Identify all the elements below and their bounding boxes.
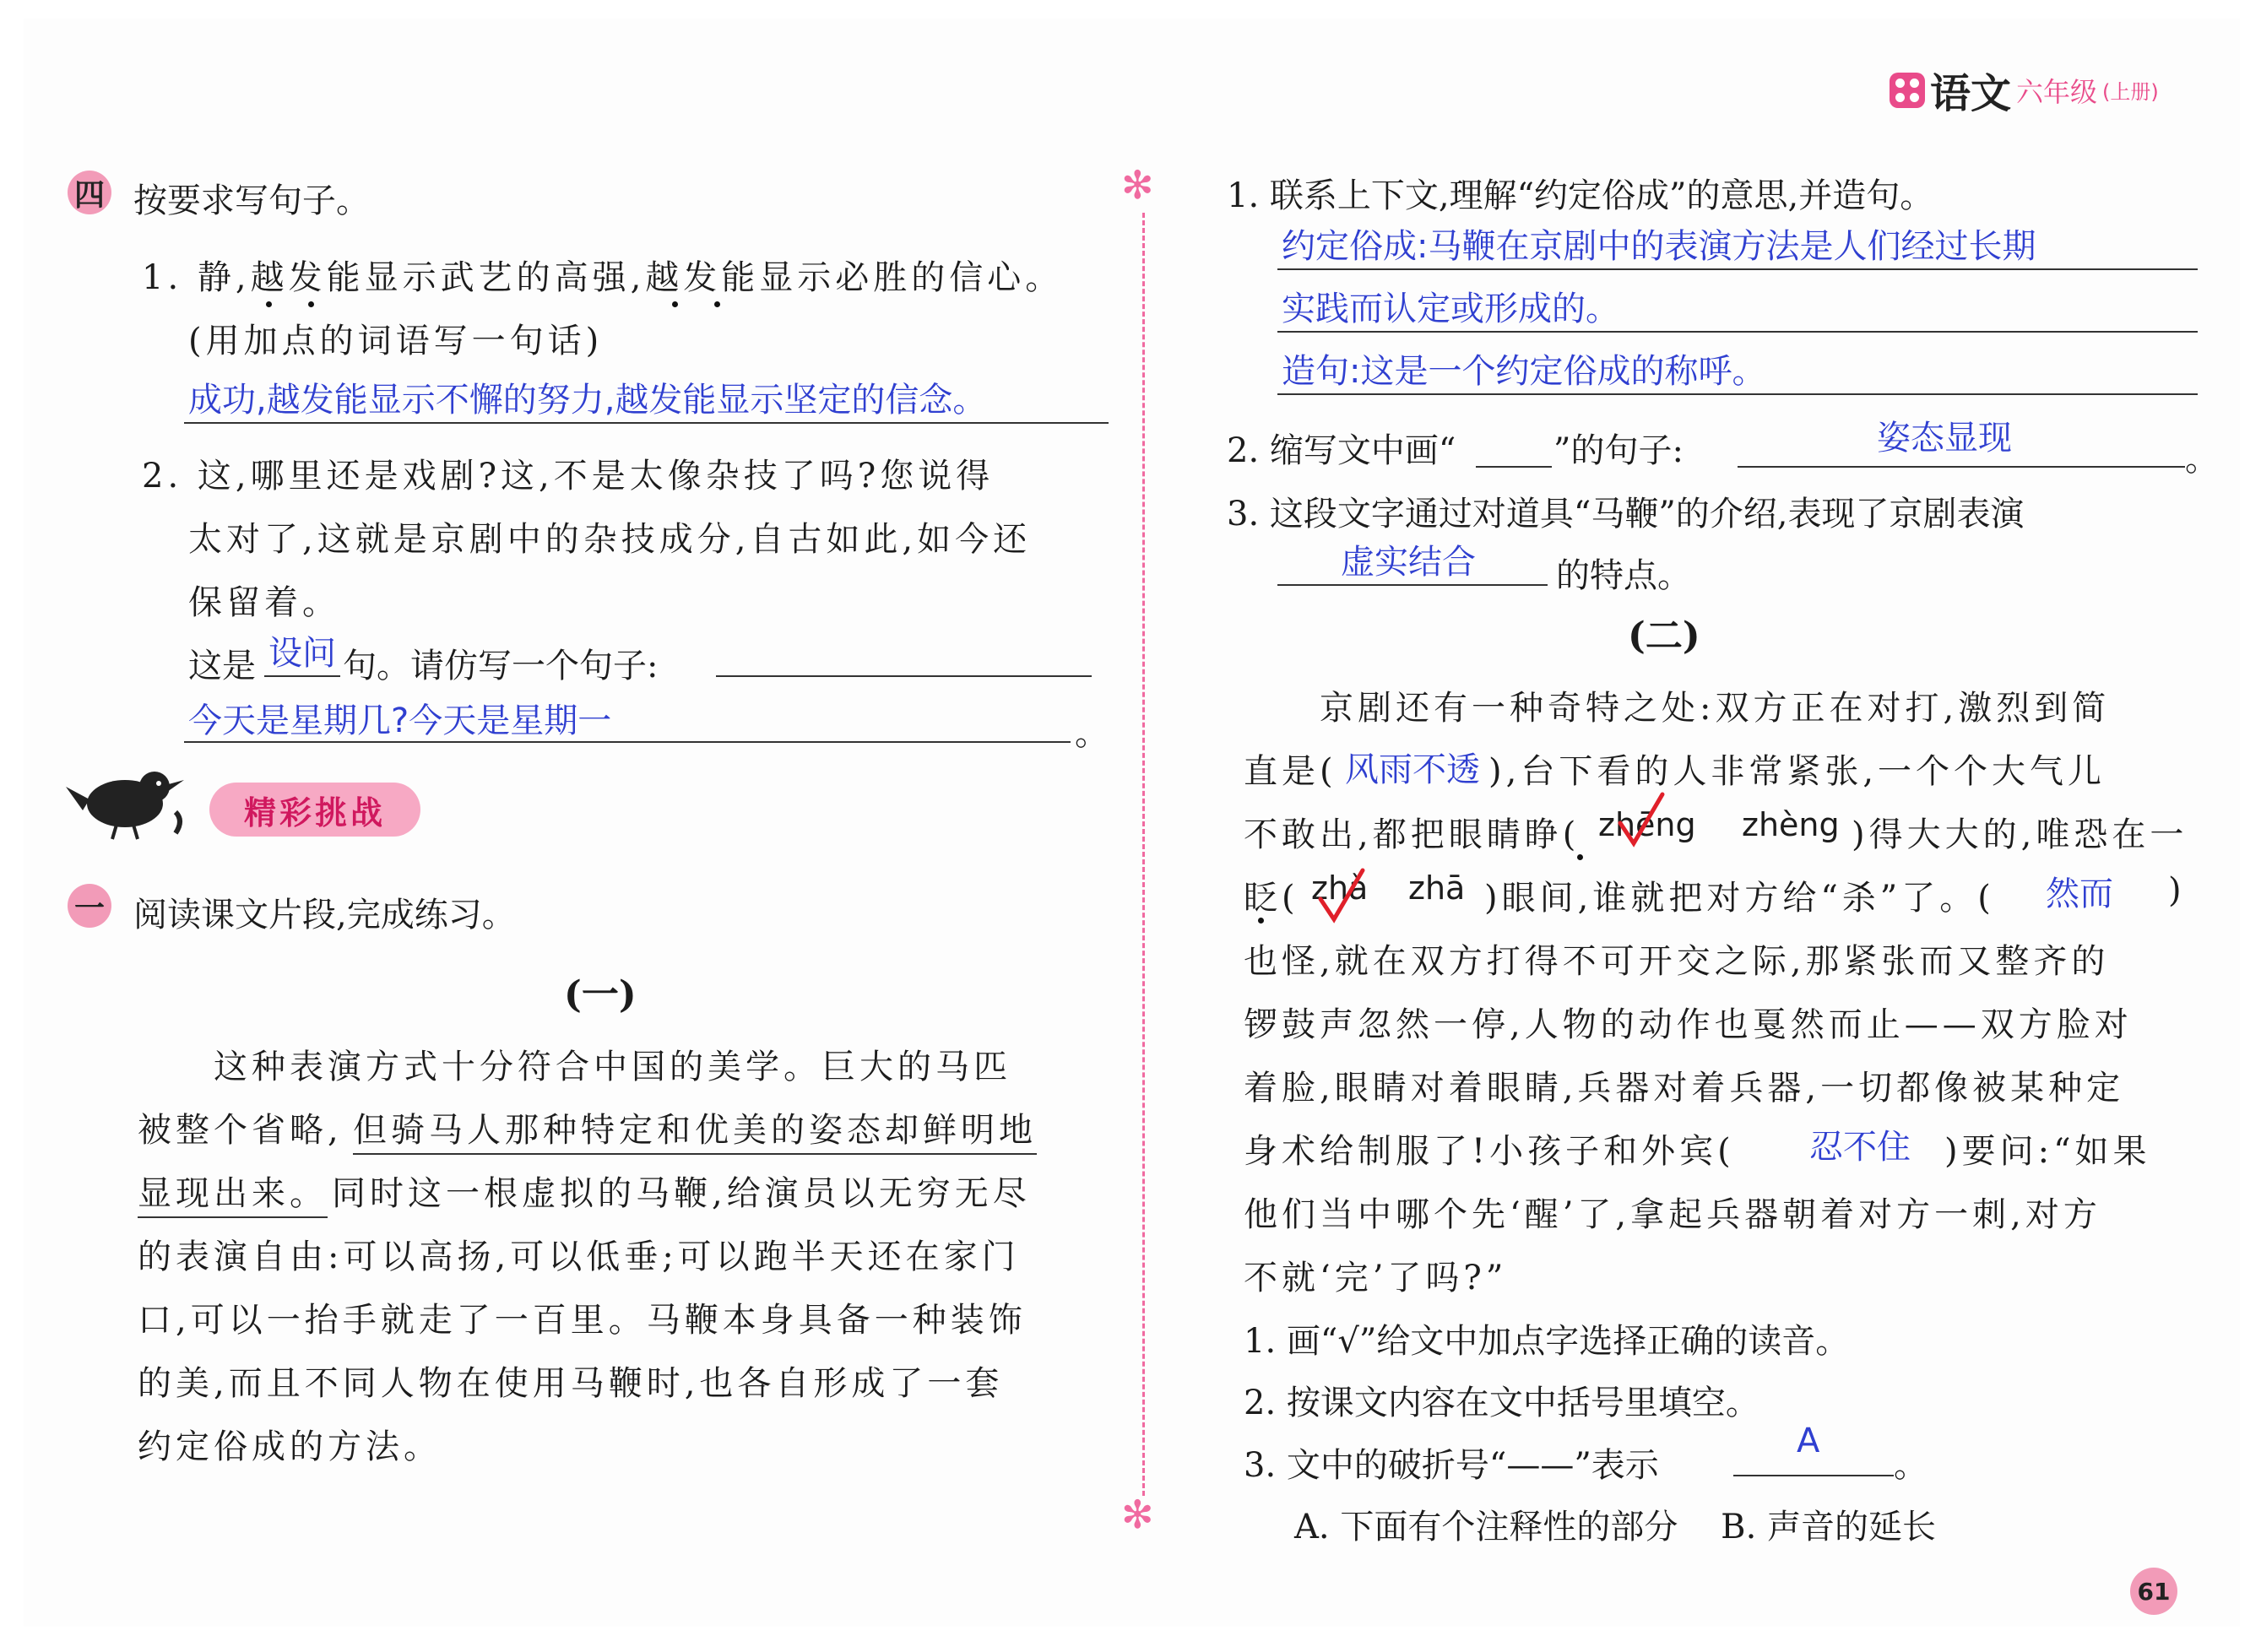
handwritten-answer: 今天是星期几?今天是星期一 [188,701,612,740]
pinyin-option: zhēng [1598,806,1696,843]
part-title: (二) [1628,615,1700,658]
passage-line: 他们当中哪个先‘醒’了,拿起兵器朝着对方一刺,对方 [1244,1195,2101,1234]
page-number-badge [2130,1568,2177,1615]
passage-line: 的美,而且不同人物在使用马鞭时,也各自形成了一套 [138,1364,1004,1403]
header [1890,61,2159,119]
handwritten-answer: 风雨不透 [1345,750,1480,789]
handwritten-answer: 设问 [268,634,336,673]
bird-icon [66,761,192,842]
answer-line [1277,331,2198,333]
challenge-label: 精彩挑战 [243,794,386,831]
passage-line: 同时这一根虚拟的马鞭,给演员以无穷无尽 [332,1174,1031,1213]
volume-label: (上册) [2102,80,2159,104]
question-text: 2. 缩写文中画“ [1227,431,1456,470]
question-text: (用加点的词语写一句话) [188,322,604,360]
answer-blank [1476,466,1552,468]
passage-line: 身术给制服了!小孩子和外宾( [1244,1132,1735,1171]
question-text: 2. 这,哪里还是戏剧?这,不是太像杂技了吗?您说得 [142,457,995,496]
emphasis-dot [1577,854,1583,860]
passage-line: 不敢出,都把眼睛睁( [1244,815,1581,854]
star-icon: ✻ [1121,1492,1154,1537]
answer-line [1738,466,2185,468]
grade-label: 六年级 [2016,75,2098,108]
page-number: 61 [2137,1577,2171,1606]
section-title: 阅读课文片段,完成练习。 [133,896,516,934]
handwritten-answer: 姿态显现 [1877,419,2012,458]
passage-line: 这种表演方式十分符合中国的美学。巨大的马匹 [214,1048,1011,1086]
section-badge-4: 四 [68,171,111,214]
emphasis-dot [672,301,678,307]
question-text: 的特点。 [1556,556,1691,595]
passage-line: )要问:“如果 [1944,1132,2151,1171]
section-badge-1: 一 [68,884,111,928]
question-text: ”的句子: [1553,431,1684,470]
answer-blank [1733,1475,1894,1476]
question-text: 太对了,这就是京剧中的杂技成分,自古如此,如今还 [188,520,1032,559]
passage-line: ) [2168,871,2186,910]
handwritten-answer: 约定俗成:马鞭在京剧中的表演方法是人们经过长期 [1282,227,2036,266]
question-text: 1. 画“√”给文中加点字选择正确的读音。 [1244,1322,1850,1361]
answer-line [1277,584,1548,586]
question-text: 3. 这段文字通过对道具“马鞭”的介绍,表现了京剧表演 [1227,495,2025,534]
underlined-sentence: 显现出来。 [138,1167,328,1218]
passage-line: 约定俗成的方法。 [138,1427,442,1466]
handwritten-answer: 实践而认定或形成的。 [1282,290,1619,328]
passage-line: 被整个省略, [138,1111,343,1150]
pinyin-option: zhǎ [1311,869,1369,907]
emphasis-dot [714,301,720,307]
handwritten-answer: 成功,越发能显示不懈的努力,越发能显示坚定的信念。 [188,381,987,420]
check-mark-icon [1315,867,1366,926]
passage-line: 眨( [1244,879,1299,918]
center-divider [1142,213,1145,1496]
underlined-sentence: 但骑马人那种特定和优美的姿态却鲜明地 [353,1103,1037,1155]
question-text: 1. 静,越发能显示武艺的高强,越发能显示必胜的信心。 [142,258,1064,297]
question-text: 保留着。 [188,583,340,622]
answer-line [1277,393,2198,395]
question-text: 1. 联系上下文,理解“约定俗成”的意思,并造句。 [1227,176,1934,215]
answer-line [1277,268,2198,270]
answer-options: A. 下面有个注释性的部分 B. 声音的延长 [1294,1508,1936,1546]
passage-line: )得大大的,唯恐在一 [1852,815,2188,854]
question-prompt: 句。请仿写一个句子: [343,647,659,685]
answer-line [716,675,1092,677]
passage-line: 不就‘完’了吗?” [1244,1259,1508,1297]
handwritten-answer: 虚实结合 [1341,543,1476,582]
period: 。 [1075,714,1109,753]
passage-line: 直是( [1244,752,1337,791]
passage-line: 着脸,眼睛对着眼睛,兵器对着兵器,一切都像被某种定 [1244,1069,2125,1108]
passage-line: 京剧还有一种奇特之处:双方正在对打,激烈到简 [1320,689,2111,728]
flower-icon [1890,73,1925,108]
passage-line: ),台下看的人非常紧张,一个个大气儿 [1488,752,2106,791]
check-mark-icon [1615,791,1666,850]
passage-line: 也怪,就在双方打得不可开交之际,那紧张而又整齐的 [1244,942,2110,981]
subject-title: 语文 [1930,70,2012,117]
answer-line [184,422,1109,424]
section-title: 按要求写句子。 [133,181,370,220]
period: 。 [1894,1446,1928,1485]
passage-line: 锣鼓声忽然一停,人物的动作也戛然而止——双方脸对 [1244,1005,2133,1044]
emphasis-dot [1258,918,1264,923]
answer-line [184,741,1071,743]
part-title: (一) [564,973,637,1016]
emphasis-dot [308,301,314,307]
emphasis-dot [266,301,272,307]
pinyin-option: zhèng [1742,806,1840,843]
handwritten-answer: 造句:这是一个约定俗成的称呼。 [1282,352,1766,391]
question-text: 3. 文中的破折号“——”表示 [1244,1446,1659,1485]
star-icon: ✻ [1121,162,1154,208]
pinyin-option: zhā [1408,869,1466,907]
handwritten-answer: 然而 [2046,875,2113,913]
passage-line: )眼间,谁就把对方给“杀”了。( [1484,879,1995,918]
workbook-page [24,19,2240,1627]
question-text: 2. 按课文内容在文中括号里填空。 [1244,1384,1759,1422]
handwritten-answer: 忍不住 [1809,1128,1911,1167]
passage-line: 口,可以一抬手就走了一百里。马鞭本身具备一种装饰 [138,1301,1027,1340]
question-prompt: 这是 [188,647,256,685]
period: 。 [2185,440,2219,479]
answer-blank [264,675,340,677]
passage-line: 的表演自由:可以高扬,可以低垂;可以跑半天还在家门 [138,1238,1020,1276]
challenge-banner [209,783,420,837]
handwritten-answer: A [1797,1422,1820,1460]
